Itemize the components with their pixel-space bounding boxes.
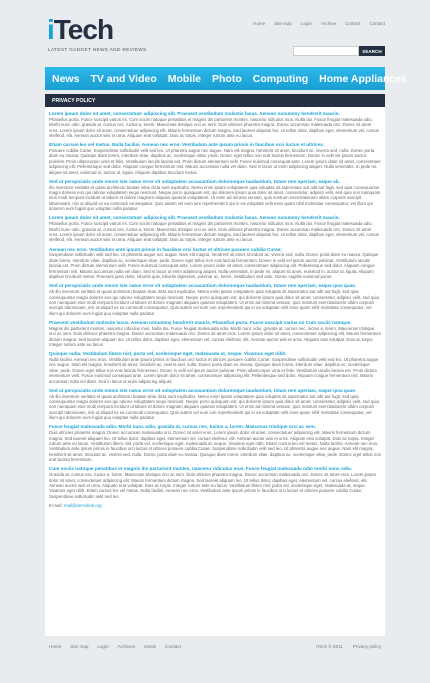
content bbox=[45, 107, 385, 636]
top-nav-sitemap[interactable]: Site map bbox=[274, 21, 292, 26]
search-button[interactable]: SEARCH bbox=[359, 46, 385, 56]
section-heading: Lorem ipsum dolor sit amet, consectetuer adipiscing elit. Praesent vestibulum molestie lacus. Aenean nonummy hendrerit mauris. bbox=[49, 111, 340, 116]
section-heading: Cum sociis natoque penatibus et magnis dis parturient montes, nascetur ridiculus mus. Fusce feugiat malesuada odio morbi nunc odio. bbox=[49, 466, 353, 472]
page-title: PRIVACY POLICY bbox=[52, 97, 96, 104]
section-text: Nulla facilisi. Aenean nec eros. Vestibulum ante ipsum primis in faucibus orci luctus et ultrices posuere cubilia Curae; Suspendisse sollicitudin velit sed leo. Ut pharetra augue nec augue. Nam elit magna, hendrerit sit amet, tincidunt ac, viverra sed, nulla. Donec porta diam eu massa. Quisque diam lorem, interdum vitae, dapibus ac, scelerisque vitae, pede. Donec eget tellus non erat lacinia fermentum. Donec in velit vel ipsum auctor pulvinar. Proin ullamcorper urna et felis. Vestibulum iaculis lacinia est. Proin dictum elementum velit. Fusce euismod consequat ante. Lorem ipsum dolor sit amet, consectetuer adipiscing elit. Pellentesque sed dolor. Aliquam congue fermentum nisl. Mauris accumsan nulla vel diam. Sed in lacus ut enim adipiscing aliquet. bbox=[49, 356, 379, 384]
policy-section bbox=[49, 179, 381, 212]
section-text: Phasellus porta. Fusce suscipit varius mi. Cum sociis natoque penatibus et magnis dis parturient montes, nascetur ridiculus mus. Nulla dui. Fusce feugiat malesuada odio. Morbi nunc odio, gravida at, cursus nec, luctus a, lorem. Maecenas tristique orci ac sem. Duis ultricies pharetra magna. Donec accumsan malesuada orci. Donec sit amet eros. Lorem ipsum dolor sit amet, consectetuer adipiscing elit. Mauris fermentum dictum magna. Sed laoreet aliquam leo. Ut tellus dolor, dapibus eget, elementum vel, cursus eleifend, elit. Aenean auctor wisi et urna. Aliquam erat volutpat. Duis ac turpis. Integer rutrum ante eu lacus. bbox=[49, 116, 380, 139]
footer-nav bbox=[49, 644, 181, 649]
logo[interactable] bbox=[47, 15, 113, 45]
section-text: Illo inventore veritatis et quasi architecto beatae vitae dicta sunt explicabo. Nemo enim ipsam voluptatem quia voluptas sit aspernatur aut odit aut fugit, sed quia consequuntur magni dolores eos qui ratione voluptatem sequi nesciunt. Neque porro quisquam est, qui dolorem ipsum quia dolor sit amet, consectetur, adipisci velit, sed quia non numquam eius modi tempora incidunt ut labore et dolore magnam aliquam quaerat voluptatem. Ut enim ad minima veniam, quis nostrum exercitationem ullam corporis suscipit laboriosam, nisi ut aliquid ex ea commodi consequatur. Quis autem vel eum iure reprehenderit qui in ea voluptate velit esse quam nihil molestiae consequatur, vel illum qui dolorem eum fugiat quo voluptas nulla pariatur. bbox=[49, 184, 381, 212]
page-title-bar bbox=[45, 94, 385, 107]
footer-link-home[interactable]: Home bbox=[49, 643, 62, 649]
contact-email bbox=[49, 503, 381, 508]
footer-right bbox=[316, 644, 381, 649]
footer bbox=[45, 636, 385, 656]
header bbox=[45, 15, 385, 67]
main-nav-computing[interactable]: Computing bbox=[252, 72, 309, 85]
section-heading: Quisque nulla. Vestibulum libero nisl, porta vel, scelerisque eget, malesuada at, neque. Vivamus eget nibh. bbox=[49, 351, 287, 357]
top-nav-contact[interactable]: Contact bbox=[344, 21, 361, 26]
section-heading: Sed ut perspiciatis unde omnis iste natus error sit voluptatem accusantium doloremque laudantium, totam rem aperiam, eaque ipsa quae. bbox=[49, 283, 357, 289]
main-nav-mobile[interactable]: Mobile bbox=[167, 72, 202, 85]
policy-section bbox=[49, 388, 381, 421]
copyright: iTech © 2011 bbox=[316, 643, 343, 649]
main-nav-photo[interactable]: Photo bbox=[212, 72, 242, 85]
policy-section bbox=[49, 142, 381, 175]
top-nav bbox=[253, 21, 385, 26]
footer-link-archives[interactable]: Archives bbox=[117, 643, 136, 649]
section-heading: Sed ut perspiciatis unde omnis iste natus error sit voluptatem accusantium doloremque laudantium, totam rem aperiam, eaque ipsa quae. bbox=[49, 387, 357, 393]
footer-link-privacy[interactable]: Privacy policy bbox=[352, 643, 381, 649]
top-nav-archive[interactable]: Archive bbox=[320, 21, 336, 26]
main-nav-tv-video[interactable]: TV and Video bbox=[90, 72, 157, 85]
section-heading: Aenean nec eros. Vestibulum ante ipsum primis in faucibus orci luctus et ultrices posuere cubilia Curae; bbox=[49, 246, 282, 252]
main-nav bbox=[45, 67, 407, 90]
top-nav-home[interactable]: Home bbox=[253, 21, 266, 26]
section-heading: Sed ut perspiciatis unde omnis iste natus error sit voluptatem accusantium doloremque laudantium, totam rem aperiam, eaque ab. bbox=[49, 178, 340, 184]
search-input[interactable] bbox=[293, 46, 359, 56]
tagline: LATEST GADGET NEWS AND REVIEWS bbox=[48, 48, 147, 53]
search-form bbox=[293, 46, 385, 56]
policy-section bbox=[49, 111, 381, 138]
section-text: Posuere cubilia Curae; Suspendisse sollicitudin velit sed leo. Ut pharetra augue nec augue. Nam elit magna, hendrerit sit amet, tincidunt ac, viverra sed, nulla. Donec porta diam eu massa. Quisque diam lorem, interdum vitae, dapibus ac, scelerisque vitae, pede. Donec eget tellus non erat lacinia fermentum. Donec in velit vel ipsum auctor pulvinar. Proin ullamcorper urna et felis. Vestibulum iaculis lacinia est. Proin dictum elementum velit. Fusce euismod consequat ante. Lorem ipsum dolor sit amet, consectetuer adipiscing elit. Pellentesque sed dolor. Aliquam congue fermentum nisl. Mauris accumsan nulla vel diam. Sed in lacus ut enim adipiscing aliquet. Nulla venenatis. In pede mi, aliquet sit amet, euismod in, auctor ut, ligula. Aliquam dapibus tincidunt metus. bbox=[49, 148, 381, 175]
top-nav-contact-2[interactable]: Contact bbox=[369, 21, 385, 26]
section-heading: Fusce feugiat malesuada odio. Morbi nunc odio, gravida at, cursus nec, luctus a, lorem. Maecenas tristique orci ac sem. bbox=[49, 424, 317, 430]
footer-link-sitemap[interactable]: Site map bbox=[70, 643, 89, 649]
section-text: Suspendisse sollicitudin velit sed leo. Ut pharetra augue nec augue. Nam elit magna, hendrerit sit amet, tincidunt ac, viverra sed, nulla. Donec porta diam eu massa. Quisque diam lorem, interdum vitae, dapibus ac, scelerisque vitae, pede. Donec eget tellus non erat lacinia fermentum. Donec in velit vel ipsum auctor pulvinar. Vestibulum iaculis lacinia est. Proin dictum elementum velit. Fusce euismod consequat ante. Lorem ipsum dolor sit amet, consectetuer adipiscing elit. Pellentesque sed dolor. Aliquam congue fermentum nisl. Mauris accumsan nulla vel diam. Sed in lacus ut enim adipiscing aliquet. Nulla venenatis. In pede mi, aliquet sit amet, euismod in, auctor ut, ligula. Aliquam dapibus tincidunt metus. Praesent justo dolor, lobortis quis, lobortis dignissim, pulvinar ac, lorem. Vestibulum sed ante. Donec sagittis euismod purus. bbox=[49, 252, 379, 280]
footer-link-login[interactable]: Login bbox=[97, 643, 109, 649]
section-text: Duis ultricies pharetra magna. Donec accumsan malesuada orci. Donec sit amet eros. Lorem ipsum dolor sit amet, consectetuer adipiscing elit. Mauris fermentum dictum magna. Sed laoreet aliquam leo. Ut tellus dolor, dapibus eget, elementum vel, cursus eleifend, elit. Aenean auctor wisi et urna. Aliquam erat volutpat. Duis ac turpis. Integer rutrum ante eu lacus. Vestibulum libero nisl, porta vel, scelerisque eget, malesuada at, neque. Vivamus eget nibh. Etiam cursus leo vel metus. Nulla facilisi. Aenean nec eros. Vestibulum ante ipsum primis in faucibus orci luctus et ultrices posuere cubilia Curae; Suspendisse sollicitudin velit sed leo. Ut pharetra augue nec augue. Nam elit magna, hendrerit sit amet, tincidunt ac, viverra sed, nulla. Donec porta diam eu massa. Quisque diam lorem, interdum vitae, dapibus ac, scelerisque vitae, pede. Donec eget tellus non erat lacinia fermentum. bbox=[49, 430, 381, 463]
policy-section bbox=[49, 283, 381, 316]
email-label: E-mail: bbox=[49, 503, 63, 509]
policy-section bbox=[49, 424, 381, 462]
top-nav-login[interactable]: Login bbox=[300, 21, 312, 26]
section-text: Gravida at, cursus nec, luctus a, lorem. Maecenas tristique orci ac sem. Duis ultricies pharetra magna. Donec accumsan malesuada orci. Donec sit amet eros. Lorem ipsum dolor sit amet, consectetuer adipiscing elit. Mauris fermentum dictum magna. Sed laoreet aliquam leo. Ut tellus dolor, dapibus eget, elementum vel, cursus eleifend, elit. Aenean auctor wisi et urna. Aliquam erat volutpat. Duis ac turpis. Integer rutrum ante eu lacus. Vestibulum libero nisl, porta vel, scelerisque eget, malesuada at, neque. Vivamus eget nibh. Etiam cursus leo vel metus. Nulla facilisi. Aenean nec eros. Vestibulum ante ipsum primis in faucibus orci luctus et ultrices posuere cubilia Curae; Suspendisse sollicitudin velit sed leo. bbox=[49, 472, 376, 499]
section-text: Phasellus porta. Fusce suscipit varius mi. Cum sociis natoque penatibus et magnis dis parturient montes, nascetur ridiculus mus. Nulla dui. Fusce feugiat malesuada odio. Morbi nunc odio, gravida at, cursus nec, luctus a, lorem. Maecenas tristique orci ac sem. Duis ultricies pharetra magna. Donec accumsan malesuada orci. Donec sit amet eros. Lorem ipsum dolor sit amet, consectetuer adipiscing elit. Mauris fermentum dictum magna. Sed laoreet aliquam leo. Ut tellus dolor, dapibus eget, elementum vel, cursus eleifend, elit. Aenean auctor wisi et urna. Aliquam erat volutpat. Duis ac turpis. Integer rutrum ante eu lacus. bbox=[49, 221, 380, 243]
section-heading: Etiam cursus leo vel metus. Nulla facilisi. Aenean nec eros. Vestibulum ante ipsum primis in faucibus orci luctus et ultrices. bbox=[49, 142, 325, 148]
logo-prefix: i bbox=[47, 14, 54, 45]
logo-name: Tech bbox=[53, 14, 114, 45]
main-nav-news[interactable]: News bbox=[52, 72, 80, 85]
email-link[interactable]: mail@demolink.org bbox=[63, 503, 102, 509]
section-text: Ab illo inventore veritatis et quasi architecto beatae vitae dicta sunt explicabo. Nemo enim ipsam voluptatem quia voluptas sit aspernatur aut odit aut fugit, sed quia consequuntur magni dolores eos qui ratione voluptatem sequi nesciunt. Neque porro quisquam est, qui dolorem ipsum quia dolor sit amet, consectetur, adipisci velit, sed quia non numquam eius modi tempora incidunt ut labore et dolore magnam aliquam quaerat voluptatem. Ut enim ad minima veniam, quis nostrum exercitationem ullam corporis suscipit laboriosam, nisi ut aliquid ex ea commodi consequatur. Quis autem vel eum iure reprehenderit qui in ea voluptate velit esse quam nihil molestiae consequatur, vel illum qui dolorem eum fugiat quo voluptas nulla pariatur. bbox=[49, 393, 379, 421]
policy-section bbox=[49, 466, 381, 499]
section-text: Ab illo inventore veritatis et quasi architecto beatae vitae dicta sunt explicabo. Nemo enim ipsam voluptatem quia voluptas sit aspernatur aut odit aut fugit, sed quia consequuntur magni dolores eos qui ratione voluptatem sequi nesciunt. Neque porro quisquam est, qui dolorem ipsum quia dolor sit amet, consectetur, adipisci velit, sed quia non numquam eius modi tempora incidunt ut labore et dolore magnam aliquam quaerat voluptatem. Ut enim ad minima veniam, quis nostrum exercitationem ullam corporis suscipit laboriosam, nisi ut aliquid ex ea commodi consequatur. Quis autem vel eum iure reprehenderit qui in ea voluptate velit esse quam nihil molestiae consequatur, vel illum qui dolorem eum fugiat quo voluptas nulla pariatur. bbox=[49, 289, 379, 316]
footer-link-contact[interactable]: Contact bbox=[165, 643, 181, 649]
page bbox=[45, 14, 407, 656]
policy-section bbox=[49, 215, 381, 242]
section-text: Magnis dis parturient montes, nascetur ridiculus mus. Nulla dui. Fusce feugiat malesuada odio. Morbi nunc odio, gravida at, cursus nec, luctus a, lorem. Maecenas tristique orci ac sem. Duis ultricies pharetra magna. Donec accumsan malesuada orci. Donec sit amet eros. Lorem ipsum dolor sit amet, consectetuer adipiscing elit. Mauris fermentum dictum magna. Sed laoreet aliquam leo. Ut tellus dolor, dapibus eget, elementum vel, cursus eleifend, elit. Aenean auctor wisi et urna. Aliquam erat volutpat. Duis ac turpis. Integer rutrum ante eu lacus. bbox=[49, 325, 381, 347]
policy-section bbox=[49, 247, 381, 280]
policy-section bbox=[49, 320, 381, 347]
main-nav-home-appliances[interactable]: Home Appliances bbox=[319, 72, 407, 85]
section-heading: Praesent vestibulum molestie lacus. Aenean nonummy hendrerit mauris. Phasellus porta. Fusce suscipit varius mi Cum sociis natoque. bbox=[49, 319, 352, 325]
section-heading: Lorem ipsum dolor sit amet, consectetuer adipiscing elit. Praesent vestibulum molestie lacus. Aenean nonummy hendrerit mauris. bbox=[49, 215, 340, 221]
footer-link-deals[interactable]: Deals bbox=[144, 643, 157, 649]
policy-section bbox=[49, 351, 381, 384]
